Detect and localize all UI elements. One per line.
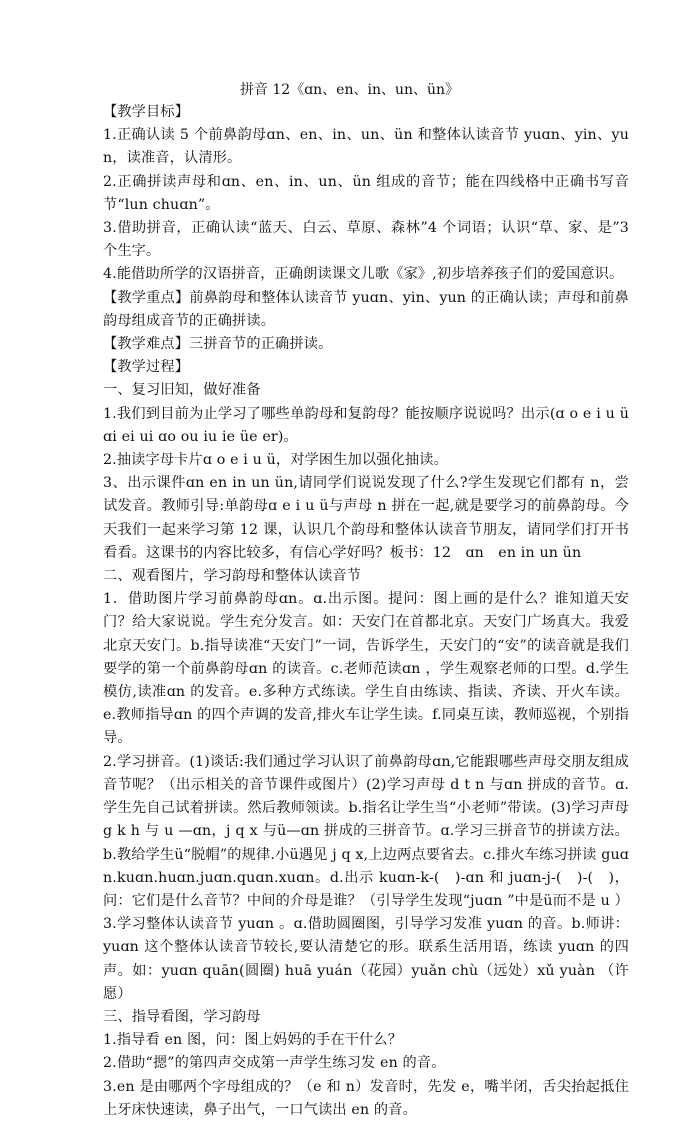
difficulties [103, 333, 629, 356]
section-title: 三、指导看图，学习韵母 [103, 1008, 261, 1025]
section-paragraph: 1.指导看 en 图，问：图上妈妈的手在干什么？ [103, 1032, 403, 1049]
lesson-title: 拼音 12《ɑn、en、in、un、ün》 [239, 82, 460, 98]
lesson-content [103, 101, 629, 1122]
section-paragraph: 2.借助“摁”的第四声交成第一声学生练习发 en 的音。 [103, 1055, 446, 1072]
section-paragraph: 1．借助图片学习前鼻韵母ɑn。ɑ.出示图。提问：图上画的是什么？谁知道天安门？给大家说说。学生充分发言。如：天安门在首都北京。天安门广场真大。我爱北京天安门。b.指导读准“天安门”一词，告诉学生，天安门的“安”的读音就是我们要学的第一个前鼻韵母ɑn 的读音。c.老师范读ɑn ，学生观察老师的口型。d.学生模仿,读准ɑn 的发音。e.多种方式练读。学生自由练读、指读、齐读、开火车读。e.教师指导ɑn 的四个声调的发音,排火车让学生读。f.同桌互读，教师巡视，个别指导。 [103, 591, 629, 747]
section-title: 一、复习旧知，做好准备 [103, 382, 261, 399]
objective-item: 4.能借助所学的汉语拼音，正确朗读课文儿歌《家》,初步培养孩子们的爱国意识。 [103, 266, 624, 283]
section-title: 二、观看图片，学习韵母和整体认读音节 [103, 568, 362, 585]
key-points [103, 287, 629, 333]
objective-item: 2.正确拼读声母和ɑn、en、in、un、ün 组成的音节；能在四线格中正确书写音节“lun chuɑn”。 [103, 173, 629, 213]
objective-item: 3.借助拼音，正确认读“蓝天、白云、草原、森林”4 个词语；认识“草、家、是”3 个生字。 [103, 220, 629, 260]
objective-item: 1.正确认读 5 个前鼻韵母ɑn、en、in、un、ün 和整体认读音节 yuɑn、yin、yun，读准音，认清形。 [103, 127, 629, 167]
key-points-label: 【教学重点】 [103, 289, 190, 306]
section-paragraph: 1.我们到目前为止学习了哪些单韵母和复韵母？能按顺序说说吗？出示(ɑ o e i u ü ɑi ei ui ɑo ou iu ie üe er)。 [103, 405, 629, 445]
process-heading: 【教学过程】 [103, 359, 190, 376]
section-paragraph: 3.en 是由哪两个字母组成的？（e 和 n）发音时，先发 e，嘴半闭，舌尖抬起抵住上牙床快速读，鼻子出气，一口气读出 en 的音。 [103, 1078, 629, 1118]
difficulties-text: 三拼音节的正确拼读。 [189, 336, 333, 353]
difficulties-label: 【教学难点】 [103, 336, 190, 353]
section-paragraph: 2.抽读字母卡片ɑ o e i u ü，对学困生加以强化抽读。 [103, 452, 448, 469]
objectives-heading: 【教学目标】 [103, 104, 190, 120]
section-paragraph: 3、出示课件ɑn en in un ün,请同学们说说发现了什么?学生发现它们都有 n，尝试发音。教师引导:单韵母ɑ e i u ü与声母 n 拼在一起,就是要学习的前鼻韵母。今天我们一起来学习第 12 课，认识几个韵母和整体认读音节朋友，请同学们打开书看看。这课书的内容比较多，有信心学好吗？板书：12 ɑn en in un ün [103, 475, 629, 561]
key-points-text: 前鼻韵母和整体认读音节 yuɑn、yin、yun 的正确认读；声母和前鼻韵母组成音节的正确拼读。 [103, 289, 629, 329]
section-paragraph: 2.学习拼音。(1)谈话:我们通过学习认识了前鼻韵母ɑn,它能跟哪些声母交朋友组成音节呢？（出示相关的音节课件或图片）(2)学习声母 d t n 与ɑn 拼成的音节。ɑ.学生先自己试着拼读。然后教师领读。b.指名让学生当“小老师”带读。(3)学习声母 g k h 与 u —ɑn，j q x 与ü—ɑn 拼成的三拼音节。ɑ.学习三拼音节的拼读方法。b.教给学生ü“脱帽”的规律.小ü遇见 j q x,上边两点要省去。c.排火车练习拼读 guɑn.kuɑn.huɑn.juɑn.quɑn.xuɑn。d.出示 kuɑn-k-( )-ɑn 和 juɑn-j-( )-( )，问：它们是什么音节？中间的介母是谁？（引导学生发现“juɑn ”中是ü而不是 u ）3.学习整体认读音节 yuɑn 。ɑ.借助圆圈图，引导学习发准 yuɑn 的音。b.师讲：yuɑn 这个整体认读音节较长,要认清楚它的形。联系生活用语，练读 yuɑn 的四声。如：yuɑn quān(圆圈) huā yuán（花园）yuǎn chù（远处）xǔ yuàn （许愿） [103, 753, 629, 1002]
